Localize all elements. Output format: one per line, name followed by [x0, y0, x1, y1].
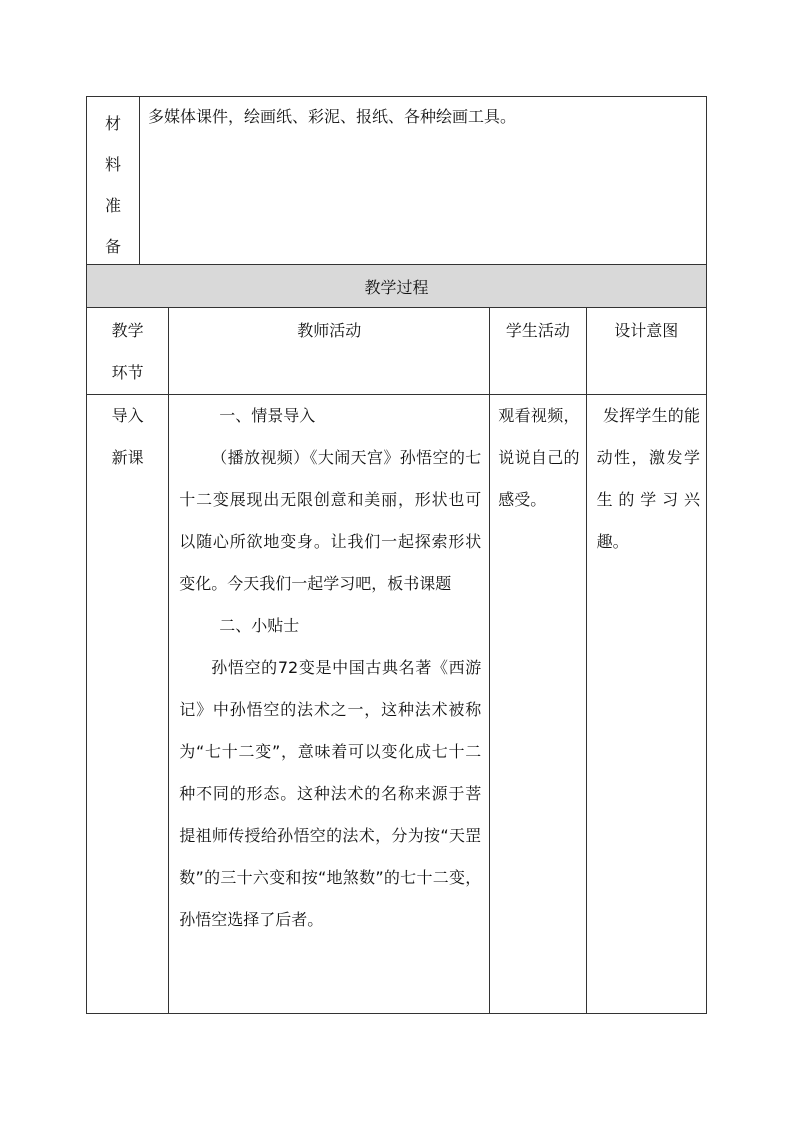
section-text: 孙悟空的72变是中国古典名著《西游记》中孙悟空的法术之一，这种法术被称为“七十二变”，意味着可以变化成七十二种不同的形态。这种法术的名称来源于菩提祖师传授给孙悟空的法术，分为按“天罡数”的三十六变和按“地煞数”的七十二变，孙悟空选择了后者。: [179, 658, 482, 929]
header-teacher: 教师活动: [169, 308, 490, 395]
stage-cell: [87, 395, 169, 1014]
materials-row: [87, 97, 707, 268]
materials-label-char: 材: [104, 114, 121, 133]
teacher-activity-cell: [169, 395, 490, 1014]
design-intent-cell: [586, 395, 706, 1014]
header-intent: 设计意图: [586, 308, 706, 395]
header-student: 学生活动: [490, 308, 586, 395]
materials-label-char: 备: [104, 237, 121, 256]
header-stage-line: 环节: [111, 363, 144, 382]
design-intent-text: 发挥学生的能动性，激发学生的学习兴趣。: [596, 406, 700, 551]
materials-table: [86, 96, 707, 268]
section-text: （播放视频）《大闹天宫》孙悟空的七十二变展现出无限创意和美丽，形状也可以随心所欲地变身。让我们一起探索形状变化。今天我们一起学习吧，板书课题: [179, 448, 482, 593]
process-row-intro: [87, 395, 707, 1014]
materials-label-cell: [87, 97, 140, 268]
stage-line: 导入: [111, 406, 144, 425]
process-title: 教学过程: [87, 265, 707, 308]
process-title-row: [87, 265, 707, 308]
section-heading: 二、小贴士: [219, 616, 300, 635]
materials-label: [87, 97, 139, 267]
materials-content: 多媒体课件，绘画纸、彩泥、报纸、各种绘画工具。: [140, 97, 707, 268]
materials-label-char: 准: [104, 196, 121, 215]
student-activity-cell: [490, 395, 586, 1014]
student-activity-text: 观看视频，说说自己的感受。: [498, 406, 580, 509]
header-stage: [87, 308, 169, 395]
column-header-row: [87, 308, 707, 395]
materials-label-char: 料: [104, 155, 121, 174]
header-stage-line: 教学: [111, 321, 144, 340]
stage-line: 新课: [111, 448, 144, 467]
section-heading: 一、情景导入: [219, 406, 316, 425]
teaching-process-table: [86, 264, 707, 1014]
